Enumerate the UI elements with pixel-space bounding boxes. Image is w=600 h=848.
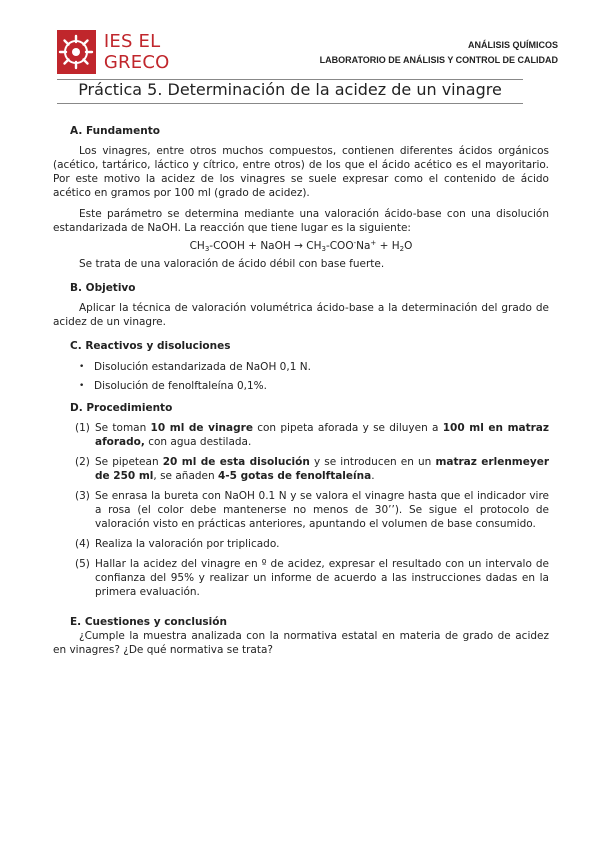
document-body xyxy=(53,124,549,657)
section-e-heading: E. Cuestiones y conclusión xyxy=(70,616,227,628)
section-a-paragraph-2: Este parámetro se determina mediante una valoración ácido-base con una disolución estandarizada de NaOH. La reacción que tiene lugar es la siguiente: xyxy=(53,208,549,234)
section-b-paragraph: Aplicar la técnica de valoración volumétrica ácido-base a la determinación del grado de acidez de un vinagre. xyxy=(53,302,549,328)
subject-label: ANÁLISIS QUÍMICOS xyxy=(467,40,558,50)
school-logo xyxy=(57,28,217,76)
procedure-step-2: (2) Se pipetean 20 ml de esta disolución y se introducen en un matraz erlenmeyer de 250 ml, se añaden 4-5 gotas de fenolftaleína. xyxy=(75,456,549,482)
school-name: IES EL GRECO xyxy=(103,31,170,73)
page-title: Práctica 5. Determinación de la acidez de un vinagre xyxy=(78,80,502,99)
reagents-list xyxy=(53,360,549,393)
procedure-list xyxy=(53,421,549,599)
procedure-step-4: (4) Realiza la valoración por triplicado. xyxy=(75,538,280,550)
section-a-paragraph-1: Los vinagres, entre otros muchos compuestos, contienen diferentes ácidos orgánicos (acético, tartárico, láctico y cítrico, entre otros) de los que el ácido acético es el mayoritario. Por este motivo la acidez de los vinagres se suele expresar como el contenido de ácido acético en gramos por 100 ml (grado de acidez). xyxy=(53,145,549,199)
title-bottom-rule xyxy=(57,103,523,104)
department-label: LABORATORIO DE ANÁLISIS Y CONTROL DE CALIDAD xyxy=(319,55,558,65)
procedure-step-3: (3) Se enrasa la bureta con NaOH 0.1 N y se valora el vinagre hasta que el indicador vire a rosa (el color debe mantenerse no menos de 30’’). Se sigue el protocolo de valoración visto en prácticas anteriores, apuntando el volumen de base consumido. xyxy=(75,490,549,530)
list-item: • Disolución de fenolftaleína 0,1%. xyxy=(79,379,549,393)
section-b-heading: B. Objetivo xyxy=(70,282,136,294)
ies-el-greco-emblem-icon xyxy=(57,30,96,74)
page-header xyxy=(0,0,600,82)
procedure-step-1: (1) Se toman 10 ml de vinagre con pipeta aforada y se diluyen a 100 ml en matraz aforado, con agua destilada. xyxy=(75,422,550,448)
header-info xyxy=(320,38,558,68)
section-e-paragraph: ¿Cumple la muestra analizada con la normativa estatal en materia de grado de acidez en vinagres? ¿De qué normativa se trata? xyxy=(53,630,549,656)
section-d-heading: D. Procedimiento xyxy=(70,402,173,414)
section-a-heading: A. Fundamento xyxy=(70,125,160,137)
list-item: • Disolución estandarizada de NaOH 0,1 N. xyxy=(79,360,549,374)
section-c-heading: C. Reactivos y disoluciones xyxy=(70,340,231,352)
procedure-step-5: (5) Hallar la acidez del vinagre en º de acidez, expresar el resultado con un intervalo de confianza del 95% y realizar un informe de acuerdo a las instrucciones dadas en la primera evaluación. xyxy=(75,558,549,598)
reaction-equation: $CH_3$-COOH + NaOH → $CH_3-COO^-Na^+ + H_2O$ xyxy=(189,239,413,253)
section-a-paragraph-3: Se trata de una valoración de ácido débil con base fuerte. xyxy=(79,258,385,270)
